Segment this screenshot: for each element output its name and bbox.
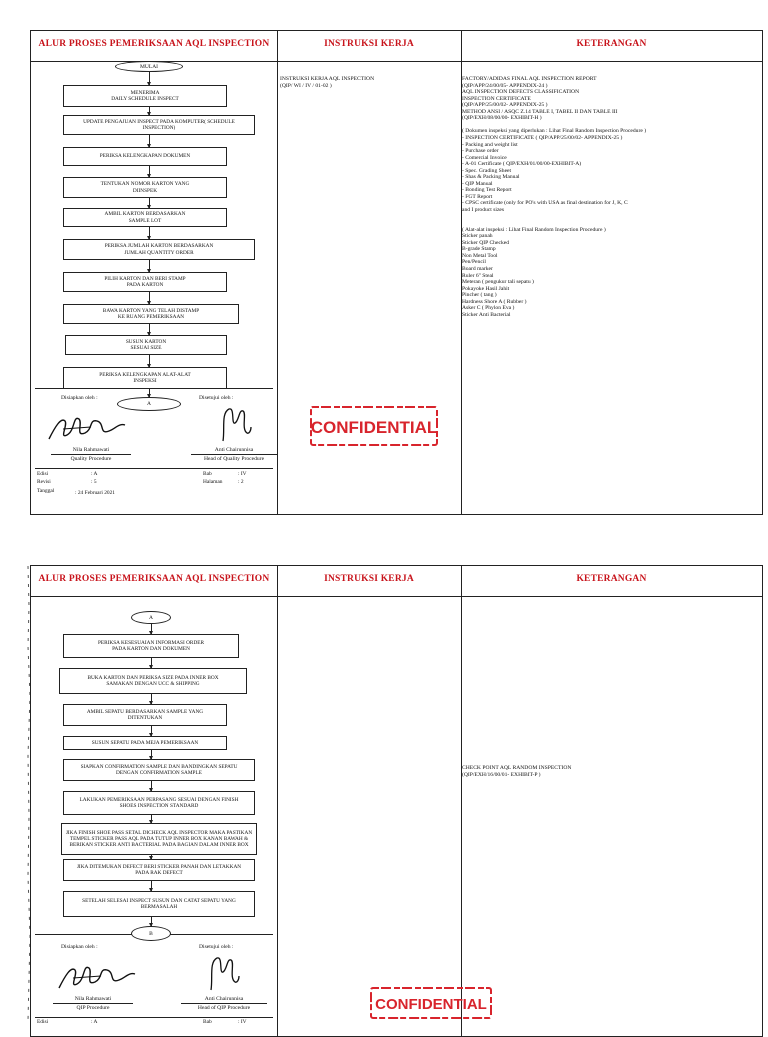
flow-step: PERIKSA JUMLAH KARTON BERDASARKAN JUMLAH QUANTITY ORDER <box>63 239 255 260</box>
header-flow: ALUR PROSES PEMERIKSAAN AQL INSPECTION <box>38 574 270 584</box>
header-keterangan: KETERANGAN <box>576 574 647 584</box>
flow-step: MENERIMA DAILY SCHEDULE INSPECT <box>63 85 227 107</box>
flow-step: LAKUKAN PEMERIKSAAN PERPASANG SESUAI DENGAN FINISH SHOES INSPECTION STANDARD <box>63 791 255 815</box>
keterangan-line: Sticker Anti Bacterial <box>462 311 511 318</box>
approved-by-label: Disetujui oleh : <box>199 944 234 950</box>
keterangan-line: (QIP/EXH/08/00/00- EXHIBIT-H ) <box>462 115 542 122</box>
signature-image <box>205 952 241 994</box>
flow-arrow <box>149 135 150 147</box>
approved-by-role: Head of Quality Procedure <box>191 454 277 462</box>
revisi-value: : 5 <box>91 479 97 485</box>
document-page-1 <box>30 30 763 515</box>
keterangan-line: Hardness Shore A ( Rubber ) <box>462 298 527 305</box>
keterangan-line: Sticker panah <box>462 233 493 240</box>
flow-arrow <box>151 694 152 704</box>
flow-step: PERIKSA KESESUAIAN INFORMASI ORDER PADA KARTON DAN DOKUMEN <box>63 634 239 658</box>
keterangan-line: - Comercial Invoice <box>462 154 507 161</box>
flow-arrow <box>149 107 150 115</box>
flow-step: SUSUN SEPATU PADA MEJA PEMERIKSAAN <box>63 736 227 750</box>
keterangan-line: Pincher ( tang ) <box>462 292 497 299</box>
signature-image <box>55 958 139 994</box>
approved-by-name: Anti Chairunnisa <box>214 447 254 453</box>
keterangan-line: Asker C ( Phylon Eva ) <box>462 305 515 312</box>
edisi-label: Edisi <box>37 1019 49 1025</box>
flow-arrow <box>151 781 152 791</box>
flow-arrow <box>149 72 150 85</box>
keterangan-line: - CPSC certificate (only for PO's with USA as final destination for J, K, C <box>462 200 628 207</box>
flow-arrow <box>151 658 152 668</box>
keterangan-line: Ruler 6" Steal <box>462 272 494 279</box>
keterangan-line: CHECK POINT AQL RANDOM INSPECTION <box>462 765 572 771</box>
flow-connector: B <box>131 926 171 941</box>
prepared-by-label: Disiapkan oleh : <box>61 944 98 950</box>
keterangan-line: AQL INSPECTION DEFECTS CLASSIFICATION <box>462 89 580 96</box>
bab-label: Bab <box>203 471 212 477</box>
keterangan-line: Board marker <box>462 265 493 272</box>
flow-step: SUSUN KARTON SESUAI SIZE <box>65 335 227 355</box>
header-instruksi: INSTRUKSI KERJA <box>324 574 414 584</box>
flow-step: BAWA KARTON YANG TELAH DISTAMP KE RUANG PEMERIKSAAN <box>63 304 239 324</box>
keterangan-line: (QIP/APP/25/00/02- APPENDIX-25 ) <box>462 102 548 109</box>
keterangan-line: Meteran ( pengukur tali sepatu ) <box>462 279 534 286</box>
header-divider <box>31 596 762 597</box>
approved-by-name: Anti Chairunnisa <box>204 996 244 1002</box>
revisi-label: Revisi <box>37 479 51 485</box>
keterangan-line: Non Metal Tool <box>462 252 498 259</box>
flow-step: PILIH KARTON DAN BERI STAMP PADA KARTON <box>63 272 227 292</box>
document-page-2 <box>30 565 763 1037</box>
keterangan-line: and I product sizes <box>462 207 505 213</box>
signature-image <box>217 403 253 445</box>
flow-step: AMBIL KARTON BERDASARKAN SAMPLE LOT <box>63 208 227 227</box>
edisi-value: : A <box>91 471 98 477</box>
stamp-text: CONFIDENTIAL <box>310 418 438 437</box>
column-divider <box>277 31 278 514</box>
keterangan-line: - Shas & Packing Manual <box>462 174 520 181</box>
flow-step: SETELAH SELESAI INSPECT SUSUN DAN CATAT SEPATU YANG BERMASALAH <box>63 891 255 917</box>
flow-arrow <box>149 292 150 304</box>
flow-connector: A <box>117 397 181 411</box>
keterangan-line: (QIP/EXH/16/00/01- EXHIBIT-P ) <box>462 771 541 778</box>
flow-arrow <box>151 881 152 891</box>
flow-step: TENTUKAN NOMOR KARTON YANG DIINSPEK <box>63 177 227 198</box>
flow-connector: A <box>131 611 171 624</box>
header-keterangan: KETERANGAN <box>576 39 647 49</box>
halaman-label: Halaman <box>203 479 223 485</box>
keterangan-line: INSPECTION CERTIFICATE <box>462 95 531 102</box>
bab-label: Bab <box>203 1019 212 1025</box>
confidential-stamp <box>309 405 439 447</box>
flow-step: AMBIL SEPATU BERDASARKAN SAMPLE YANG DITENTUKAN <box>63 704 227 726</box>
edisi-value: : A <box>91 1019 98 1025</box>
flow-arrow <box>149 227 150 239</box>
bab-value: : IV <box>238 1019 247 1025</box>
keterangan-line: Pen/Pencil <box>462 259 486 266</box>
flow-arrow <box>149 166 150 177</box>
flow-step: SIAPKAN CONFIRMATION SAMPLE DAN BANDINGKAN SEPATU DENGAN CONFIRMATION SAMPLE <box>63 759 255 781</box>
approved-by-label: Disetujui oleh : <box>199 395 234 401</box>
flow-arrow <box>149 260 150 272</box>
keterangan-line: - INSPECTION CERTIFICATE ( QIP/APP/25/00/02- APPENDIX-25 ) <box>462 134 623 141</box>
footer-rule <box>35 1017 273 1018</box>
prepared-by-role: QIP Procedure <box>53 1003 133 1011</box>
flow-arrow <box>151 624 152 634</box>
flow-arrow <box>149 198 150 208</box>
keterangan-line: (QIP/APP/24/00/05- APPENDIX-24 ) <box>462 82 548 89</box>
flow-arrow <box>149 389 150 397</box>
flow-arrow <box>149 355 150 367</box>
halaman-value: : 2 <box>238 479 244 485</box>
column-divider <box>461 566 462 1036</box>
header-instruksi: INSTRUKSI KERJA <box>324 39 414 49</box>
keterangan-line: - Packing and weight list <box>462 141 518 148</box>
keterangan-line: FACTORY/ADIDAS FINAL AQL INSPECTION REPORT <box>462 76 597 82</box>
prepared-by-label: Disiapkan oleh : <box>61 395 98 401</box>
flow-arrow <box>151 726 152 736</box>
flow-step: UPDATE PENGAJUAN INSPECT PADA KOMPUTER( SCHEDULE INSPECTION) <box>63 115 255 135</box>
keterangan-line: - Purchase order <box>462 148 499 155</box>
flow-arrow <box>151 815 152 823</box>
stamp-text: CONFIDENTIAL <box>375 996 487 1013</box>
keterangan-line: - FGT Report <box>462 193 493 200</box>
keterangan-line: ( Dokumen inspeksi yang diperlukan : Lihat Final Random Inspection Procedure ) <box>462 128 647 135</box>
keterangan-line: Pokayoke Hasil Jahit <box>462 285 510 292</box>
flow-arrow <box>151 917 152 926</box>
flow-arrow <box>151 750 152 759</box>
tanggal-label: Tanggal <box>37 488 55 494</box>
flow-step: PERIKSA KELENGKAPAN DOKUMEN <box>63 147 227 166</box>
keterangan-line: Sticker QIP Checked <box>462 239 510 246</box>
keterangan-line: - QIP Manual <box>462 180 493 187</box>
bab-value: : IV <box>238 471 247 477</box>
keterangan-line: ( Alat-alat inspeksi : Lihat Final Random Inspection Procedure ) <box>462 226 606 233</box>
flow-arrow <box>149 324 150 335</box>
header-flow: ALUR PROSES PEMERIKSAAN AQL INSPECTION <box>38 39 270 49</box>
footer-rule <box>35 468 273 469</box>
edisi-label: Edisi <box>37 471 49 477</box>
flow-step: JIKA FINISH SHOE PASS SETAL DICHECK AQL INSPECTOR MAKA PASTIKAN TEMPEL STICKER PASS AQL PADA TUTUP INNER BOX KANAN BAWAH & BERIKAN STICKER ANTI BACTERIAL PADA BAGIAN DALAM INNER BOX <box>61 823 257 855</box>
confidential-stamp <box>369 986 493 1020</box>
keterangan-line: - A-01 Certificate ( QIP/EXH/01/00/00-EXHIBIT-A) <box>462 161 582 168</box>
flow-step: JIKA DITEMUKAN DEFECT BERI STICKER PANAH DAN LETAKKAN PADA RAK DEFECT <box>63 859 255 881</box>
prepared-by-name: Nila Rahmawati <box>72 447 110 453</box>
prepared-by-name: Nila Rahmawati <box>74 996 112 1002</box>
signature-image <box>45 409 129 445</box>
flow-step: PERIKSA KELENGKAPAN ALAT-ALAT INSPEKSI <box>63 367 227 389</box>
tanggal-value: : 24 Februari 2021 <box>75 490 115 496</box>
keterangan-line: - Spec. Grading Sheet <box>462 167 512 174</box>
column-divider <box>277 566 278 1036</box>
approved-by-role: Head of QIP Procedure <box>181 1003 267 1011</box>
keterangan-line: - Bonding Test Report <box>462 187 512 194</box>
instruksi-text: INSTRUKSI KERJA AQL INSPECTION (QIP/ WI / IV / 01-02 ) <box>280 76 375 89</box>
keterangan-line: B-grade Stamp <box>462 246 496 253</box>
flow-step: BUKA KARTON DAN PERIKSA SIZE PADA INNER BOX SAMAKAN DENGAN UCC & SHIPPING <box>59 668 247 694</box>
flow-start: MULAI <box>115 61 183 72</box>
keterangan-line: METHOD ANSI / ASQC Z.14 TABLE I, TABEL II DAN TABLE III <box>462 108 618 115</box>
prepared-by-role: Quality Procedure <box>51 454 131 462</box>
